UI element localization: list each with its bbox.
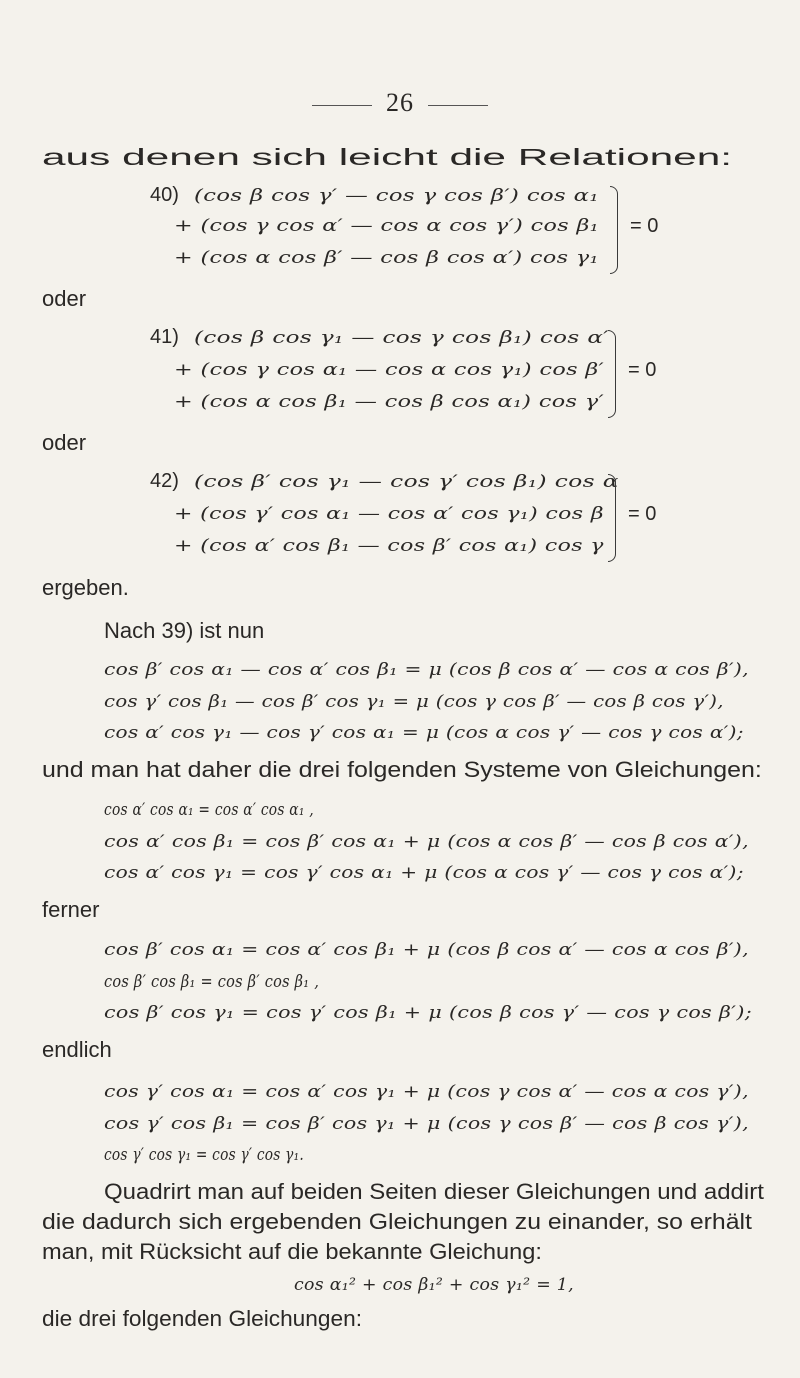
und-man-text: und man hat daher die drei folgenden Systeme von Gleichungen: [42,757,762,782]
equation-40-line-3: + (cos α cos β′ — cos β cos α′) cos γ₁ [174,248,599,268]
system-1-line-1: cos β′ cos α₁ — cos α′ cos β₁ = μ (cos β cos α′ — cos α cos β′), [104,660,749,680]
system-2-line-2: cos α′ cos β₁ = cos β′ cos α₁ + μ (cos α cos β′ — cos β cos α′), [104,832,749,852]
equation-41-line-3: + (cos α cos β₁ — cos β cos α₁) cos γ′ [174,392,605,412]
equation-42-line-3: + (cos α′ cos β₁ — cos β′ cos α₁) cos γ [174,536,604,556]
equation-40-label: 40) [150,184,179,206]
equation-42-rhs: = 0 [628,503,657,525]
system-3-line-1: cos β′ cos α₁ = cos α′ cos β₁ + μ (cos β cos α′ — cos α cos β′), [104,940,749,960]
oder-2: oder [42,430,87,455]
system-1-line-3: cos α′ cos γ₁ — cos γ′ cos α₁ = μ (cos α cos γ′ — cos γ cos α′); [104,723,744,743]
oder-1: oder [42,286,87,311]
equation-41-brace [608,330,616,418]
system-4-line-1: cos γ′ cos α₁ = cos α′ cos γ₁ + μ (cos γ cos α′ — cos α cos γ′), [104,1082,749,1102]
equation-41-line-2: + (cos γ cos α₁ — cos α cos γ₁) cos β′ [174,360,605,380]
paragraph-line-3: man, mit Rücksicht auf die bekannte Gleichung: [42,1239,542,1264]
equation-41-line-1: (cos β cos γ₁ — cos γ cos β₁) cos α′ [194,328,609,348]
system-4-line-2: cos γ′ cos β₁ = cos β′ cos γ₁ + μ (cos γ cos β′ — cos β cos γ′), [104,1114,750,1134]
nach-text: Nach 39) ist nun [104,618,265,643]
equation-40-line-1: (cos β cos γ′ — cos γ cos β′) cos α₁ [194,186,599,206]
page-number: 26 [386,88,414,117]
equation-42-line-2: + (cos γ′ cos α₁ — cos α′ cos γ₁) cos β [174,504,604,524]
system-3-line-2: cos β′ cos β₁ = cos β′ cos β₁ , [104,972,320,992]
endlich-text: endlich [42,1037,112,1062]
equation-42-line-1: (cos β′ cos γ₁ — cos γ′ cos β₁) cos α [194,472,619,492]
equation-42-label: 42) [150,470,179,492]
system-3-line-3: cos β′ cos γ₁ = cos γ′ cos β₁ + μ (cos β cos γ′ — cos γ cos β′); [104,1003,753,1023]
system-2-line-3: cos α′ cos γ₁ = cos γ′ cos α₁ + μ (cos α cos γ′ — cos γ cos α′); [104,863,744,883]
equation-40-rhs: = 0 [630,215,659,237]
system-1-line-2: cos γ′ cos β₁ — cos β′ cos γ₁ = μ (cos γ cos β′ — cos β cos γ′), [104,692,724,712]
ergeben-text: ergeben. [42,575,129,600]
ferner-text: ferner [42,897,100,922]
equation-40-line-2: + (cos γ cos α′ — cos α cos γ′) cos β₁ [174,216,599,236]
header-rule-left [312,105,372,106]
equation-41-label: 41) [150,326,179,348]
identity-equation: cos α₁² + cos β₁² + cos γ₁² = 1, [294,1275,574,1295]
intro-text: aus denen sich leicht die Relationen: [42,144,733,170]
page-header [0,88,800,118]
header-rule-right [428,105,488,106]
system-2-line-1: cos α′ cos α₁ = cos α′ cos α₁ , [104,800,314,820]
equation-40-brace [610,186,618,274]
paragraph-line-2: die dadurch sich ergebenden Gleichungen zu einander, so erhält [42,1209,752,1234]
closing-text: die drei folgenden Gleichungen: [42,1306,363,1331]
system-4-line-3: cos γ′ cos γ₁ = cos γ′ cos γ₁. [104,1145,304,1165]
equation-42-brace [608,474,616,562]
paragraph-line-1: Quadrirt man auf beiden Seiten dieser Gleichungen und addirt [104,1179,764,1204]
equation-41-rhs: = 0 [628,359,657,381]
